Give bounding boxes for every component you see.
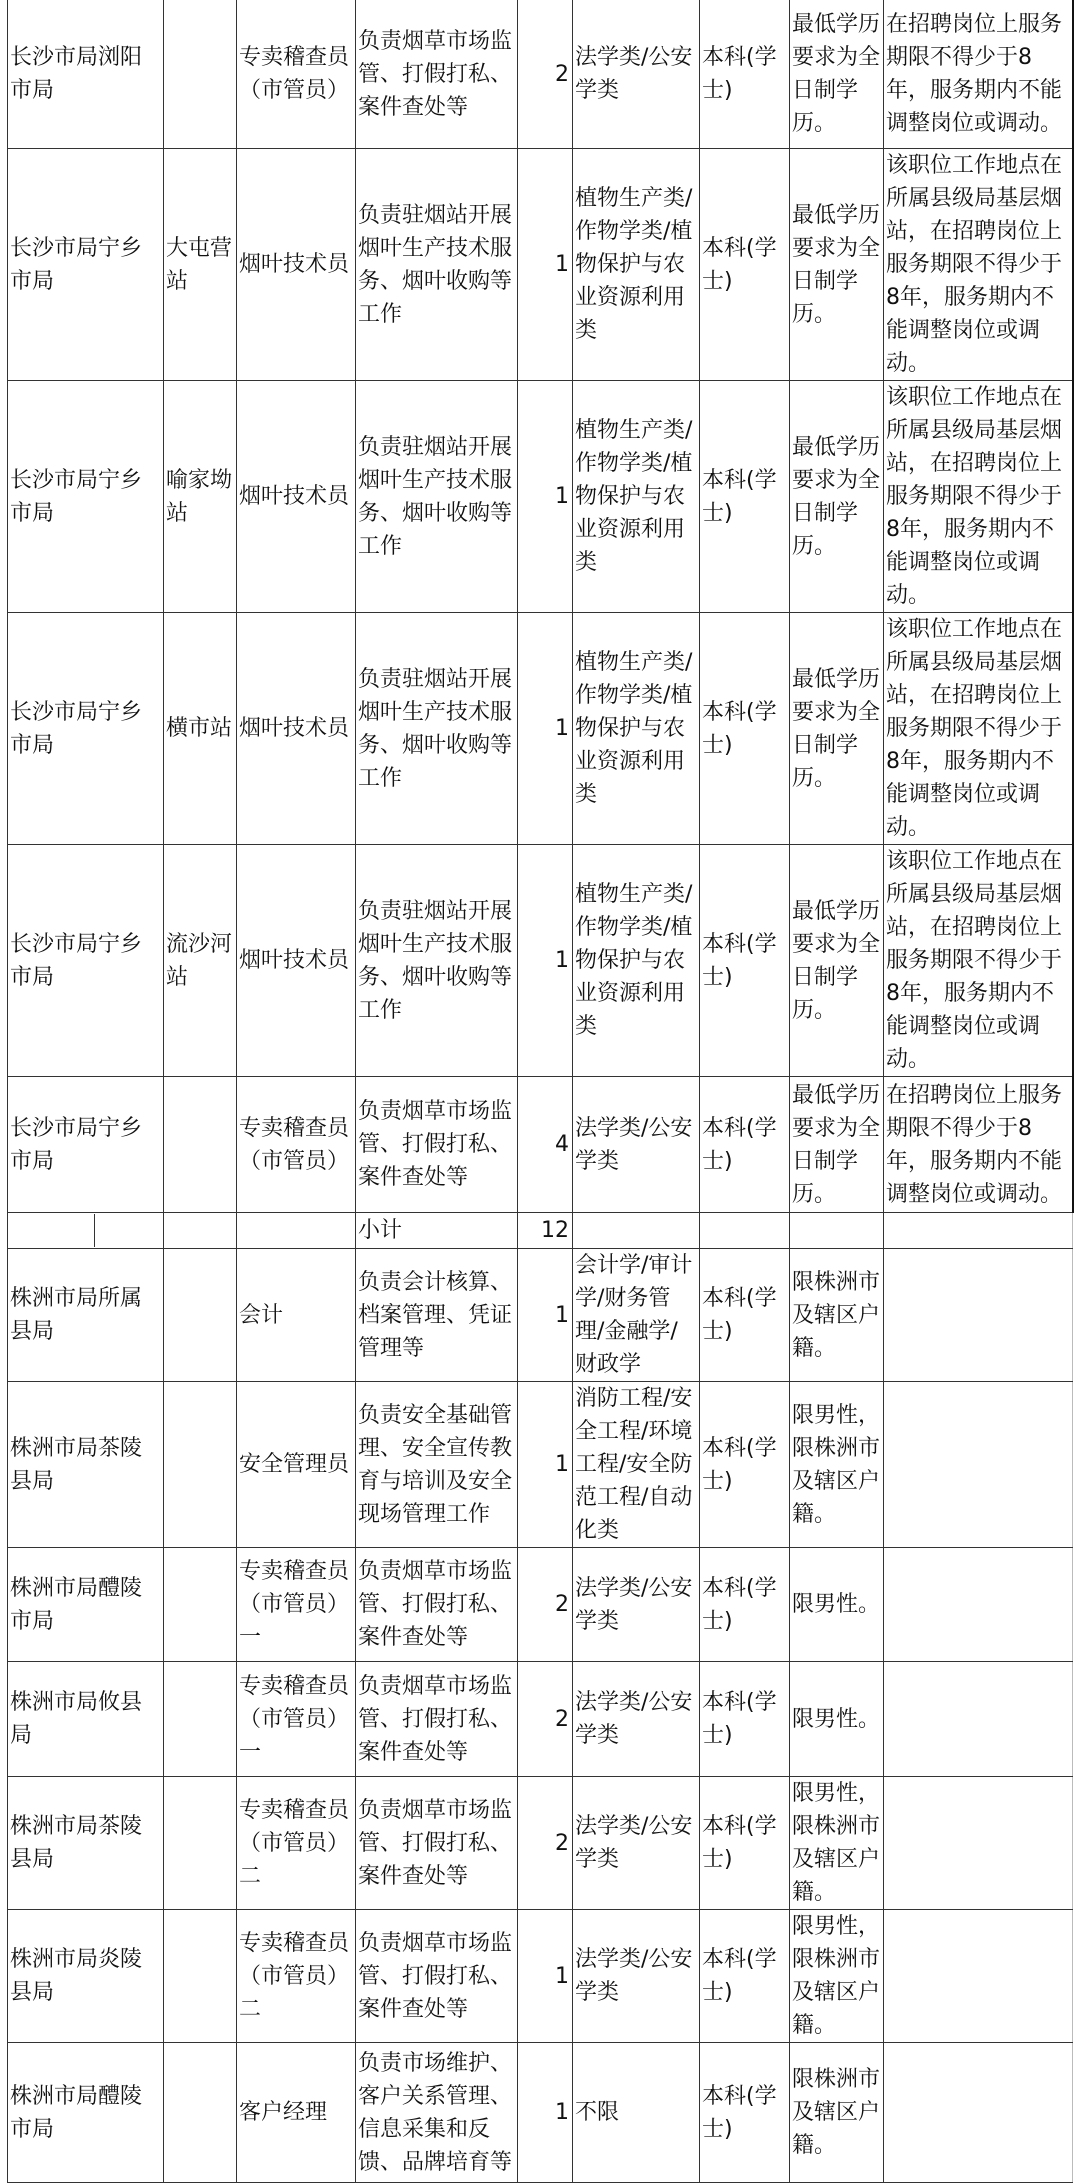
cell-unit: 株洲市局攸县局	[8, 1662, 164, 1777]
cell-duties: 负责驻烟站开展烟叶生产技术服务、烟叶收购等工作	[356, 613, 518, 845]
cell-count: 1	[518, 1910, 573, 2043]
cell-station	[164, 0, 237, 149]
cell-unit: 株洲市局炎陵县局	[8, 1910, 164, 2043]
cell-education-req	[790, 1213, 884, 1249]
cell-position: 烟叶技术员	[237, 613, 356, 845]
cell-count: 1	[518, 613, 573, 845]
cell-remarks: 在招聘岗位上服务期限不得少于8年，服务期内不能调整岗位或调动。	[884, 1077, 1073, 1213]
cell-education-req: 最低学历要求为全日制学历。	[790, 1077, 884, 1213]
cell-degree: 本科(学士)	[700, 1662, 790, 1777]
cell-education-req: 限男性，限株洲市及辖区户籍。	[790, 1910, 884, 2043]
cell-station: 横市站	[164, 613, 237, 845]
cell-duties: 负责会计核算、档案管理、凭证管理等	[356, 1249, 518, 1382]
cell-education-req: 限男性。	[790, 1662, 884, 1777]
cell-major: 植物生产类/作物学类/植物保护与农业资源利用类	[573, 613, 700, 845]
cell-unit: 长沙市局浏阳市局	[8, 0, 164, 149]
cell-major: 会计学/审计学/财务管理/金融学/财政学	[573, 1249, 700, 1382]
cell-duties: 负责烟草市场监管、打假打私、案件查处等	[356, 1548, 518, 1662]
cell-duties: 负责烟草市场监管、打假打私、案件查处等	[356, 1910, 518, 2043]
cell-unit: 长沙市局宁乡市局	[8, 381, 164, 613]
cell-remarks	[884, 1249, 1073, 1382]
cell-education-req: 限株洲市及辖区户籍。	[790, 1249, 884, 1382]
cell-count: 2	[518, 1662, 573, 1777]
cell-education-req: 限株洲市及辖区户籍。	[790, 2043, 884, 2183]
cell-position	[237, 1213, 356, 1249]
cell-major: 法学类/公安学类	[573, 0, 700, 149]
cell-unit: 株洲市局茶陵县局	[8, 1777, 164, 1910]
table-row	[8, 1249, 1073, 1382]
cell-duties: 负责安全基础管理、安全宣传教育与培训及安全现场管理工作	[356, 1382, 518, 1548]
cell-position: 专卖稽查员（市管员）一	[237, 1548, 356, 1662]
cell-count: 1	[518, 381, 573, 613]
cell-education-req: 限男性，限株洲市及辖区户籍。	[790, 1777, 884, 1910]
cell-duties: 负责市场维护、客户关系管理、信息采集和反馈、品牌培育等	[356, 2043, 518, 2183]
cell-degree	[700, 1213, 790, 1249]
cell-remarks	[884, 1213, 1073, 1249]
cell-remarks: 该职位工作地点在所属县级局基层烟站，在招聘岗位上服务期限不得少于8年，服务期内不能调整岗位或调动。	[884, 381, 1073, 613]
cell-major: 不限	[573, 2043, 700, 2183]
cell-education-req: 最低学历要求为全日制学历。	[790, 0, 884, 149]
cell-remarks: 该职位工作地点在所属县级局基层烟站，在招聘岗位上服务期限不得少于8年，服务期内不能调整岗位或调动。	[884, 845, 1073, 1077]
cell-remarks: 该职位工作地点在所属县级局基层烟站，在招聘岗位上服务期限不得少于8年，服务期内不能调整岗位或调动。	[884, 149, 1073, 381]
cell-station	[164, 2043, 237, 2183]
table-row	[8, 1662, 1073, 1777]
cell-unit: 长沙市局宁乡市局	[8, 845, 164, 1077]
cell-degree: 本科(学士)	[700, 1382, 790, 1548]
cell-station	[164, 1213, 237, 1249]
cell-remarks: 该职位工作地点在所属县级局基层烟站，在招聘岗位上服务期限不得少于8年，服务期内不能调整岗位或调动。	[884, 613, 1073, 845]
subtotal-row	[8, 1213, 1073, 1249]
cell-major: 植物生产类/作物学类/植物保护与农业资源利用类	[573, 381, 700, 613]
cell-major: 法学类/公安学类	[573, 1910, 700, 2043]
cell-position: 专卖稽查员（市管员）	[237, 0, 356, 149]
cell-degree: 本科(学士)	[700, 2043, 790, 2183]
cell-station	[164, 1077, 237, 1213]
cell-position: 烟叶技术员	[237, 845, 356, 1077]
table-row	[8, 845, 1073, 1077]
cell-count: 4	[518, 1077, 573, 1213]
cell-count: 12	[518, 1213, 573, 1249]
cell-count: 1	[518, 1382, 573, 1548]
cell-remarks	[884, 1382, 1073, 1548]
cell-unit: 株洲市局醴陵市局	[8, 2043, 164, 2183]
cell-remarks	[884, 1548, 1073, 1662]
cell-station	[164, 1777, 237, 1910]
table-row	[8, 149, 1073, 381]
cell-station	[164, 1662, 237, 1777]
cell-major	[573, 1213, 700, 1249]
cell-major: 植物生产类/作物学类/植物保护与农业资源利用类	[573, 149, 700, 381]
cell-major: 法学类/公安学类	[573, 1548, 700, 1662]
cell-degree: 本科(学士)	[700, 613, 790, 845]
cell-major: 法学类/公安学类	[573, 1077, 700, 1213]
cell-duties: 负责驻烟站开展烟叶生产技术服务、烟叶收购等工作	[356, 381, 518, 613]
cell-degree: 本科(学士)	[700, 1777, 790, 1910]
cell-position: 安全管理员	[237, 1382, 356, 1548]
cell-education-req: 限男性，限株洲市及辖区户籍。	[790, 1382, 884, 1548]
split-cell	[8, 1214, 163, 1247]
split-left	[8, 1214, 95, 1247]
cell-degree: 本科(学士)	[700, 845, 790, 1077]
cell-position: 专卖稽查员（市管员）	[237, 1077, 356, 1213]
cell-education-req: 最低学历要求为全日制学历。	[790, 845, 884, 1077]
cell-unit: 长沙市局宁乡市局	[8, 1077, 164, 1213]
table-row	[8, 1548, 1073, 1662]
cell-count: 2	[518, 1548, 573, 1662]
table-row	[8, 1077, 1073, 1213]
cell-count: 1	[518, 845, 573, 1077]
cell-station	[164, 1548, 237, 1662]
cell-unit: 株洲市局所属县局	[8, 1249, 164, 1382]
cell-count: 1	[518, 149, 573, 381]
cell-duties: 负责驻烟站开展烟叶生产技术服务、烟叶收购等工作	[356, 149, 518, 381]
table-row	[8, 1777, 1073, 1910]
cell-station: 大屯营站	[164, 149, 237, 381]
cell-remarks	[884, 2043, 1073, 2183]
cell-station	[164, 1910, 237, 2043]
cell-count: 2	[518, 1777, 573, 1910]
cell-station	[164, 1249, 237, 1382]
cell-major: 法学类/公安学类	[573, 1662, 700, 1777]
cell-position: 专卖稽查员（市管员）二	[237, 1910, 356, 2043]
table-row	[8, 1910, 1073, 2043]
cell-degree: 本科(学士)	[700, 0, 790, 149]
cell-station	[164, 1382, 237, 1548]
cell-duties: 负责烟草市场监管、打假打私、案件查处等	[356, 1077, 518, 1213]
cell-unit: 株洲市局醴陵市局	[8, 1548, 164, 1662]
cell-degree: 本科(学士)	[700, 381, 790, 613]
cell-unit: 株洲市局茶陵县局	[8, 1382, 164, 1548]
cell-major: 消防工程/安全工程/环境工程/安全防范工程/自动化类	[573, 1382, 700, 1548]
cell-position: 烟叶技术员	[237, 381, 356, 613]
cell-position: 专卖稽查员（市管员）一	[237, 1662, 356, 1777]
cell-position: 专卖稽查员（市管员）二	[237, 1777, 356, 1910]
cell-major: 法学类/公安学类	[573, 1777, 700, 1910]
cell-station: 喻家坳站	[164, 381, 237, 613]
cell-remarks	[884, 1910, 1073, 2043]
cell-count: 1	[518, 2043, 573, 2183]
table-row	[8, 381, 1073, 613]
cell-unit: 长沙市局宁乡市局	[8, 149, 164, 381]
cell-position: 烟叶技术员	[237, 149, 356, 381]
cell-education-req: 最低学历要求为全日制学历。	[790, 613, 884, 845]
cell-duties: 负责烟草市场监管、打假打私、案件查处等	[356, 1662, 518, 1777]
cell-education-req: 限男性。	[790, 1548, 884, 1662]
cell-remarks	[884, 1662, 1073, 1777]
cell-count: 2	[518, 0, 573, 149]
table-row	[8, 613, 1073, 845]
cell-degree: 本科(学士)	[700, 1249, 790, 1382]
cell-station: 流沙河站	[164, 845, 237, 1077]
cell-duties: 负责烟草市场监管、打假打私、案件查处等	[356, 1777, 518, 1910]
recruitment-table	[7, 0, 1074, 2183]
cell-remarks: 在招聘岗位上服务期限不得少于8年，服务期内不能调整岗位或调动。	[884, 0, 1073, 149]
cell-position: 会计	[237, 1249, 356, 1382]
table-row	[8, 1382, 1073, 1548]
cell-position: 客户经理	[237, 2043, 356, 2183]
cell-duties: 小计	[356, 1213, 518, 1249]
cell-degree: 本科(学士)	[700, 149, 790, 381]
cell-count: 1	[518, 1249, 573, 1382]
table-row	[8, 2043, 1073, 2183]
cell-education-req: 最低学历要求为全日制学历。	[790, 381, 884, 613]
table-row	[8, 0, 1073, 149]
table-body	[8, 0, 1073, 2183]
cell-duties: 负责烟草市场监管、打假打私、案件查处等	[356, 0, 518, 149]
cell-duties: 负责驻烟站开展烟叶生产技术服务、烟叶收购等工作	[356, 845, 518, 1077]
cell-unit	[8, 1213, 164, 1249]
cell-education-req: 最低学历要求为全日制学历。	[790, 149, 884, 381]
cell-degree: 本科(学士)	[700, 1910, 790, 2043]
cell-degree: 本科(学士)	[700, 1077, 790, 1213]
cell-unit: 长沙市局宁乡市局	[8, 613, 164, 845]
cell-major: 植物生产类/作物学类/植物保护与农业资源利用类	[573, 845, 700, 1077]
cell-remarks	[884, 1777, 1073, 1910]
cell-degree: 本科(学士)	[700, 1548, 790, 1662]
